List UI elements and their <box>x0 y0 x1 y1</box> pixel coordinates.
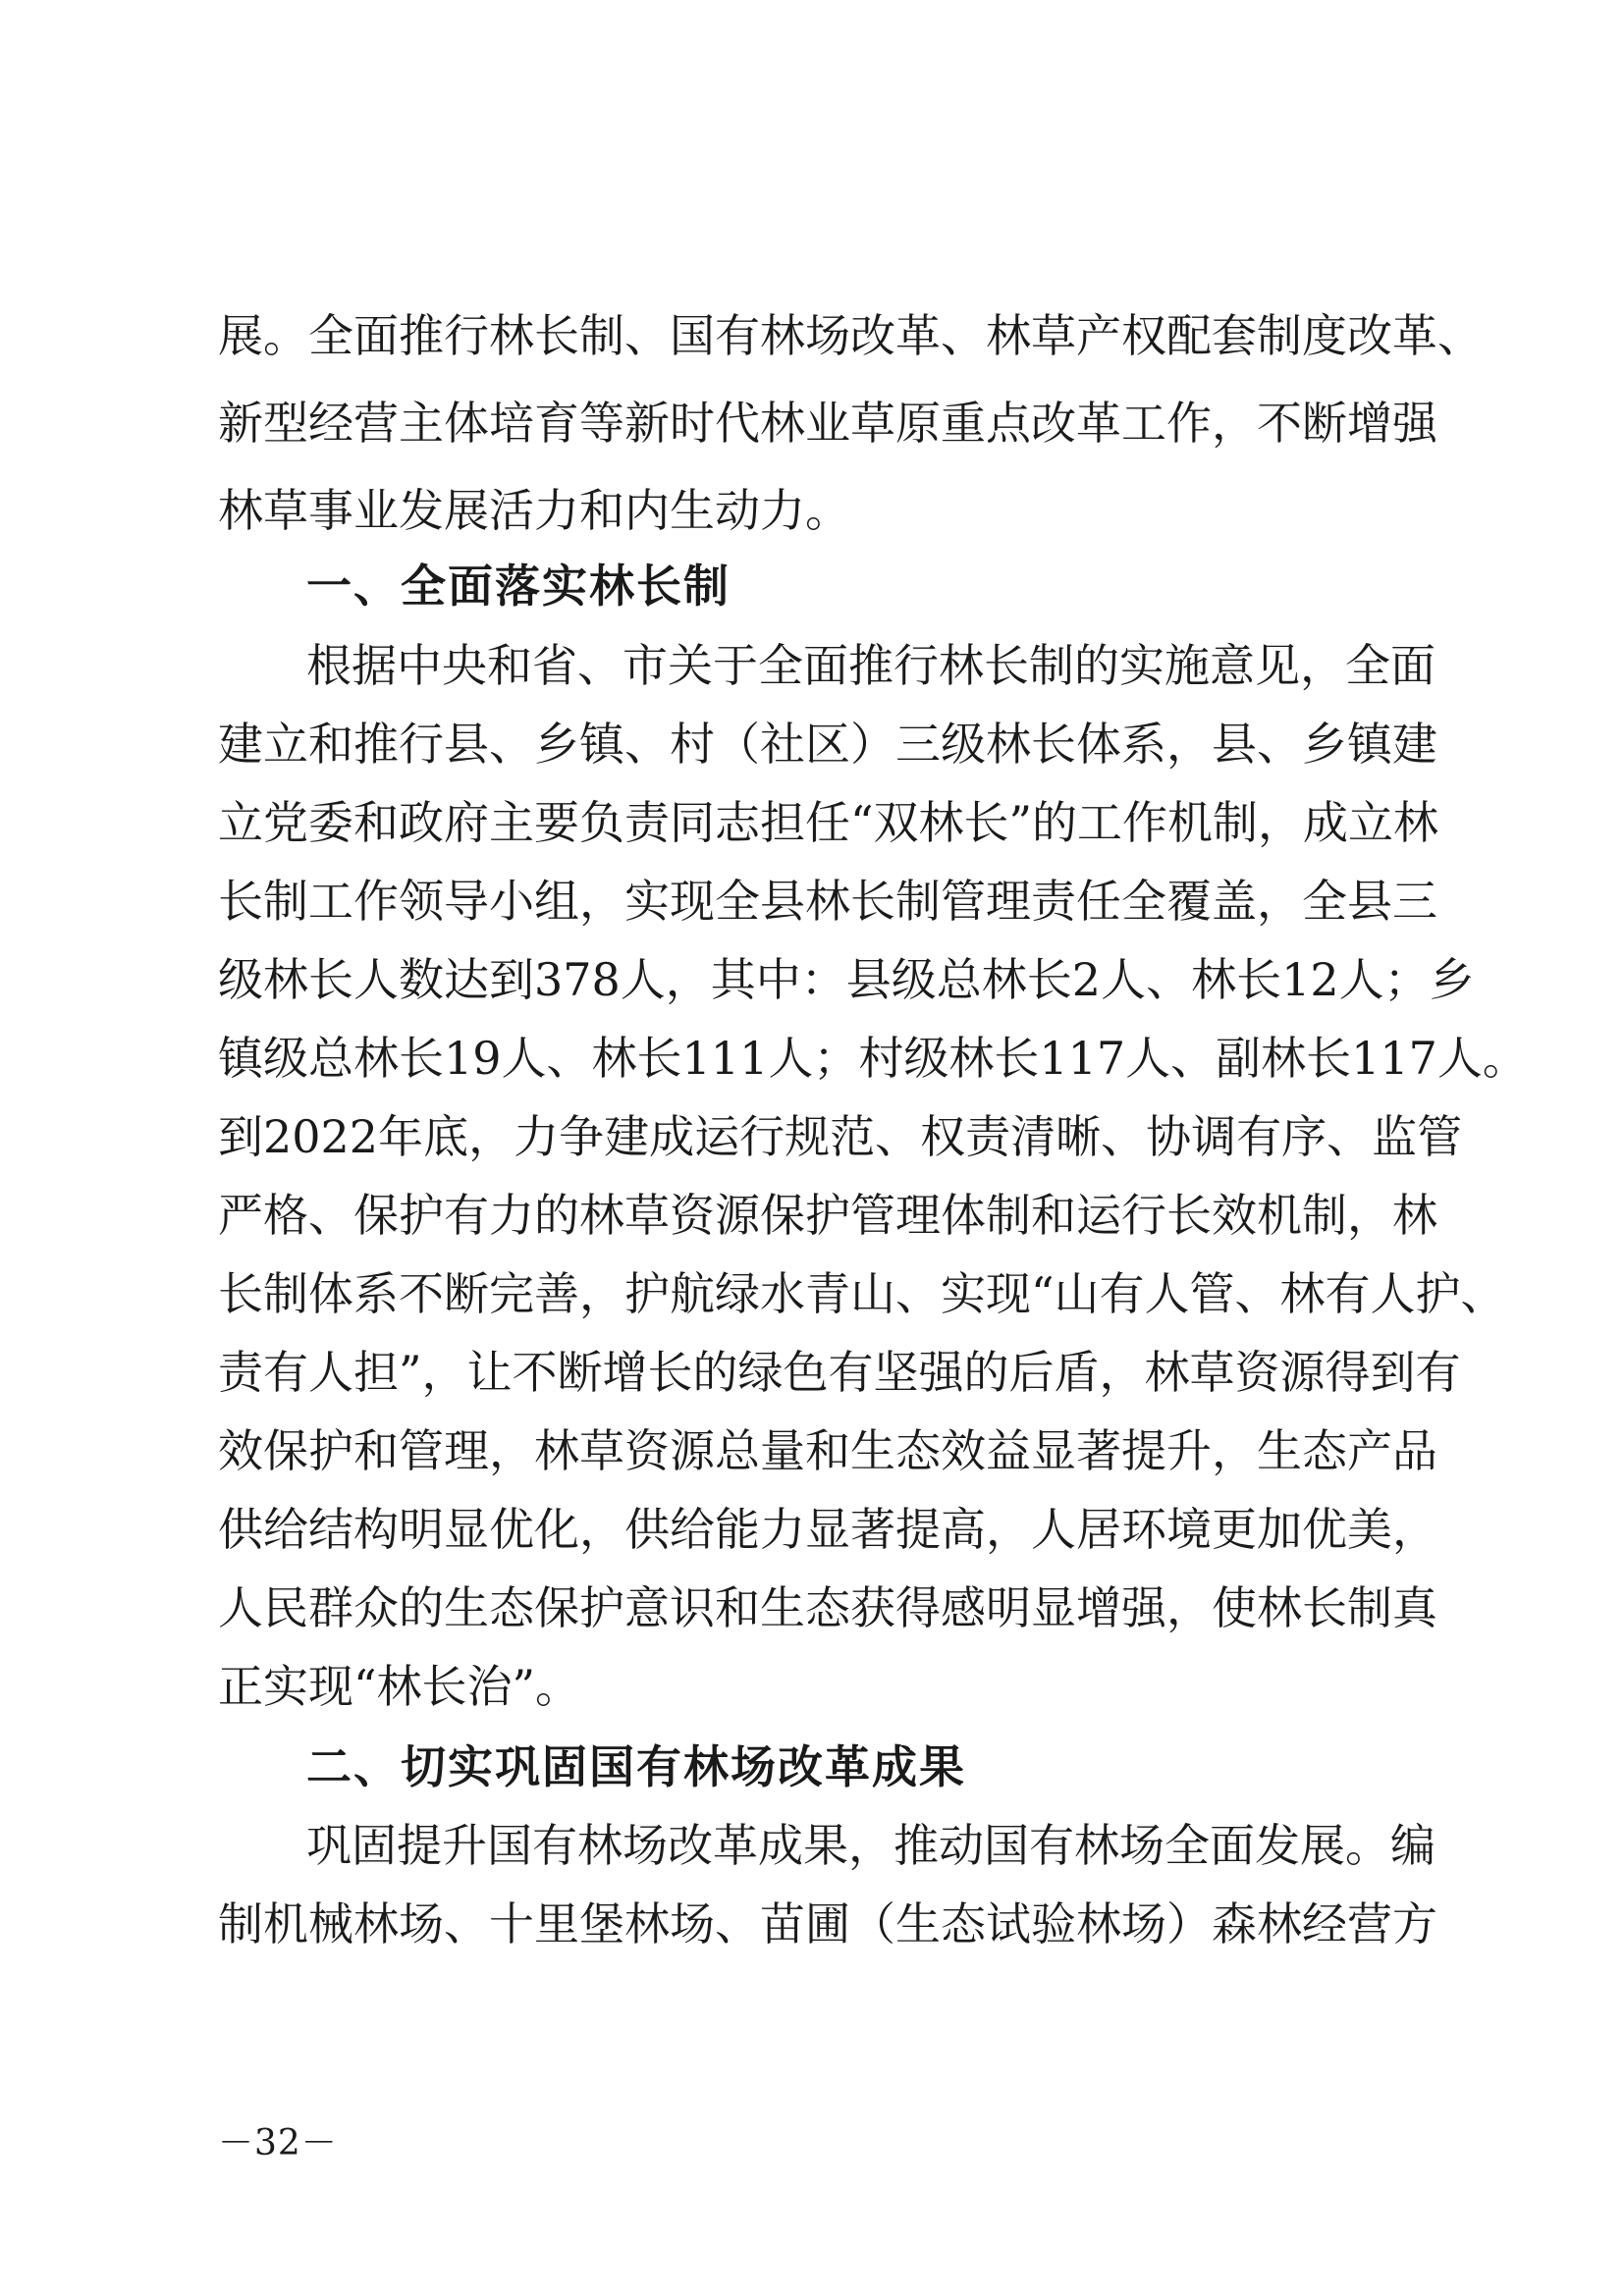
section1-line-14: 正实现“林长治”。 <box>218 1660 581 1713</box>
section1-line-1: 根据中央和省、市关于全面推行林长制的实施意见，全面 <box>306 639 1435 692</box>
section1-line-6: 镇级总林长19人、林长111人；村级林长117人、副林长117人。 <box>218 1032 1528 1085</box>
section1-line-13: 人民群众的生态保护意识和生态获得感明显增强，使林长制真 <box>218 1581 1437 1634</box>
intro-line-1: 展。全面推行林长制、国有林场改革、林草产权配套制度改革、 <box>218 309 1483 362</box>
section1-line-2: 建立和推行县、乡镇、村（社区）三级林长体系，县、乡镇建 <box>218 718 1437 771</box>
section1-heading: 一、全面落实林长制 <box>306 560 731 613</box>
section1-line-4: 长制工作领导小组，实现全县林长制管理责任全覆盖，全县三 <box>218 875 1437 928</box>
page-number: －32－ <box>218 2123 338 2163</box>
section2-heading: 二、切实巩固国有林场改革成果 <box>306 1740 966 1793</box>
section1-line-3: 立党委和政府主要负责同志担任“双林长”的工作机制，成立林 <box>218 796 1439 849</box>
section1-line-5: 级林长人数达到378人，其中：县级总林长2人、林长12人；乡 <box>218 953 1475 1006</box>
intro-line-3: 林草事业发展活力和内生动力。 <box>218 484 850 537</box>
section1-line-9: 长制体系不断完善，护航绿水青山、实现“山有人管、林有人护、 <box>218 1267 1506 1320</box>
section2-line-2: 制机械林场、十里堡林场、苗圃（生态试验林场）森林经营方 <box>218 1897 1437 1950</box>
section1-line-7: 到2022年底，力争建成运行规范、权责清晰、协调有序、监管 <box>218 1110 1463 1163</box>
section2-line-1: 巩固提升国有林场改革成果，推动国有林场全面发展。编 <box>306 1819 1435 1872</box>
section1-line-10: 责有人担”，让不断增长的绿色有坚强的后盾，林草资源得到有 <box>218 1346 1461 1399</box>
intro-line-2: 新型经营主体培育等新时代林业草原重点改革工作，不断增强 <box>218 397 1437 450</box>
section1-line-12: 供给结构明显优化，供给能力显著提高，人居环境更加优美， <box>218 1503 1437 1556</box>
section1-line-11: 效保护和管理，林草资源总量和生态效益显著提升，生态产品 <box>218 1424 1437 1477</box>
section1-line-8: 严格、保护有力的林草资源保护管理体制和运行长效机制，林 <box>218 1189 1437 1242</box>
